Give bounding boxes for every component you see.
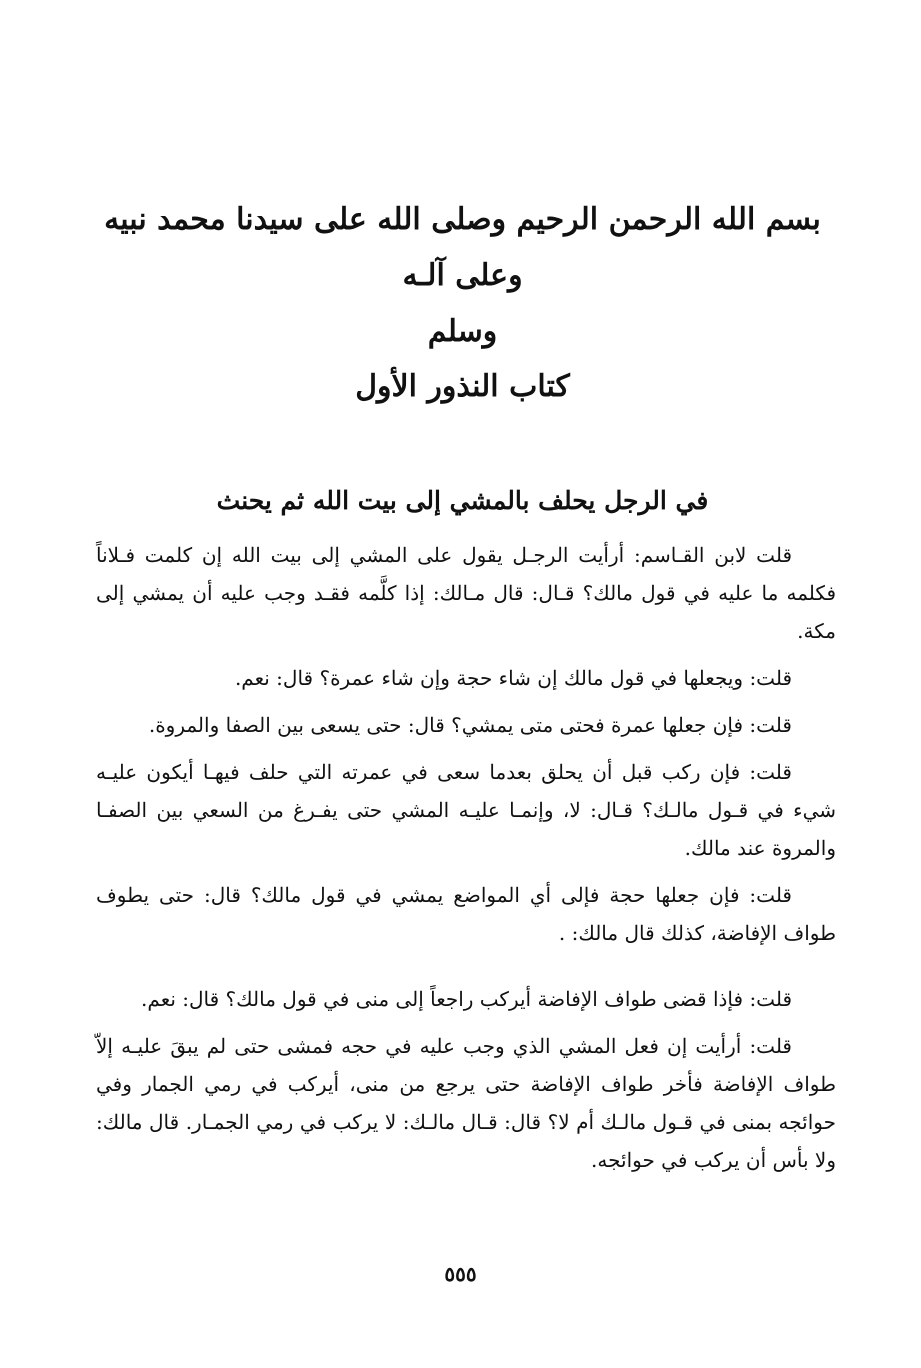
paragraph-3: قلت: فإن جعلها عمرة فحتى متى يمشي؟ قال: حتى يسعى بين الصفا والمروة. [148, 713, 792, 737]
paragraph-4: قلت: فإن ركب قبل أن يحلق بعدما سعى في عمرته التي حلف فيهـا أيكون عليـه شيء في قـول مالـك؟ قـال: لا، وإنمـا عليـه المشي حتى يفـرغ من السعي بين الصفـا والمروة عند مالك. [96, 760, 836, 860]
basmala-line-2: وسلم [427, 314, 498, 349]
paragraph-2: قلت: ويجعلها في قول مالك إن شاء حجة وإن شاء عمرة؟ قال: نعم. [234, 666, 792, 690]
paragraph-6: قلت: فإذا قضى طواف الإفاضة أيركب راجعاً إلى منى في قول مالك؟ قال: نعم. [141, 987, 792, 1011]
book-title: كتاب النذور الأول [355, 369, 570, 404]
basmala-heading [90, 192, 835, 360]
body-text [96, 536, 836, 1188]
page-number: ٥٥٥ [444, 1262, 477, 1286]
paragraph-7: قلت: أرأيت إن فعل المشي الذي وجب عليه في حجه فمشى حتى لم يبقَ عليـه إلاّ طواف الإفاضة فأخر طواف الإفاضة حتى يرجع من منى، أيركب في رمي الجمار وفي حوائجه بمنى في قـول مالـك أم لا؟ قال: قـال مالـك: لا يركب في رمي الجمـار. قال مالك: ولا بأس أن يركب في حوائجه. [96, 1034, 836, 1172]
paragraph-5: قلت: فإن جعلها حجة فإلى أي المواضع يمشي في قول مالك؟ قال: حتى يطوف طواف الإفاضة، كذلك قال مالك: . [96, 883, 836, 945]
paragraph-1: قلت لابن القـاسم: أرأيت الرجـل يقول على المشي إلى بيت الله إن كلمت فـلاناً فكلمه ما عليه في قول مالك؟ قـال: قال مـالك: إذا كلَّمه فقـد وجب عليه أن يمشي إلى مكة. [96, 543, 836, 643]
chapter-title: في الرجل يحلف بالمشي إلى بيت الله ثم يحنث [216, 486, 709, 515]
basmala-line-1: بسم الله الرحمن الرحيم وصلى الله على سيدنا محمد نبيه وعلى آلـه [104, 202, 821, 293]
